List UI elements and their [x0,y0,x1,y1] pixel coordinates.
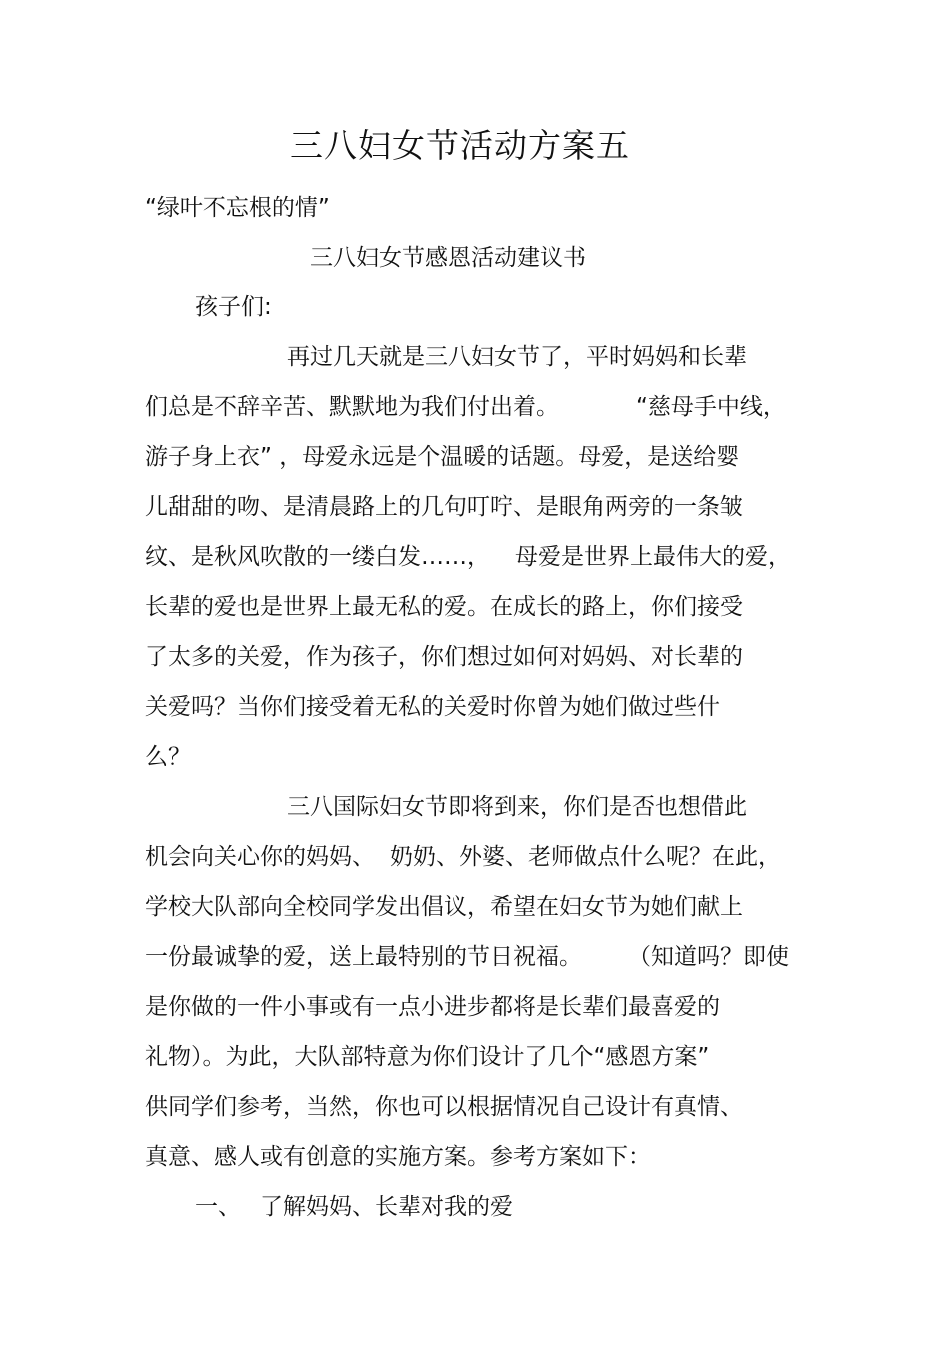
paragraph2-line: 机会向关心你的妈妈、 [145,844,375,870]
paragraph2-line: 真意、感人或有创意的实施方案。参考方案如下： [145,1144,651,1170]
quote-heading: “绿叶不忘根的情” [145,195,330,221]
paragraph2-line: 一份最诚挚的爱，送上最特别的节日祝福。 [145,944,582,970]
paragraph1-line: 儿甜甜的吻、是清晨路上的几句叮咛、是眼角两旁的一条皱 [145,494,743,520]
paragraph1-line: 纹、是秋风吹散的一缕白发……， [145,544,490,570]
paragraph1-line: 游子身上衣” ，母爱永远是个温暖的话题。母爱，是送给婴 [145,444,740,470]
paragraph1-line: 么？ [145,744,191,770]
paragraph2-line: 供同学们参考，当然，你也可以根据情况自己设计有真情、 [145,1094,743,1120]
paragraph1-line: 关爱吗？当你们接受着无私的关爱时你曾为她们做过些什 [145,694,720,720]
salutation: 孩子们: [195,294,272,320]
paragraph2-line: 三八国际妇女节即将到来，你们是否也想借此 [287,794,747,820]
document-title: 三八妇女节活动方案五 [290,126,630,165]
paragraph2-line: 礼物）。为此，大队部特意为你们设计了几个“感恩方案” [145,1044,710,1070]
paragraph1-line: 母爱是世界上最伟大的爱， [515,544,791,570]
subtitle: 三八妇女节感恩活动建议书 [310,245,586,271]
paragraph1-line: 了太多的关爱，作为孩子，你们想过如何对妈妈、对长辈的 [145,644,743,670]
paragraph1-line: “慈母手中线， [636,394,786,420]
paragraph1-line: 们总是不辞辛苦、默默地为我们付出着。 [145,394,559,420]
paragraph2-line: 是你做的一件小事或有一点小进步都将是长辈们最喜爱的 [145,994,720,1020]
paragraph2-line: （知道吗？即使 [628,944,789,970]
paragraph2-line: 学校大队部向全校同学发出倡议，希望在妇女节为她们献上 [145,894,743,920]
section-heading: 了解妈妈、长辈对我的爱 [260,1194,513,1220]
paragraph1-line: 再过几天就是三八妇女节了，平时妈妈和长辈 [287,344,747,370]
paragraph2-line: 奶奶、外婆、老师做点什么呢？在此， [390,844,781,870]
paragraph1-line: 长辈的爱也是世界上最无私的爱。在成长的路上，你们接受 [145,594,743,620]
section-number: 一、 [195,1194,241,1220]
